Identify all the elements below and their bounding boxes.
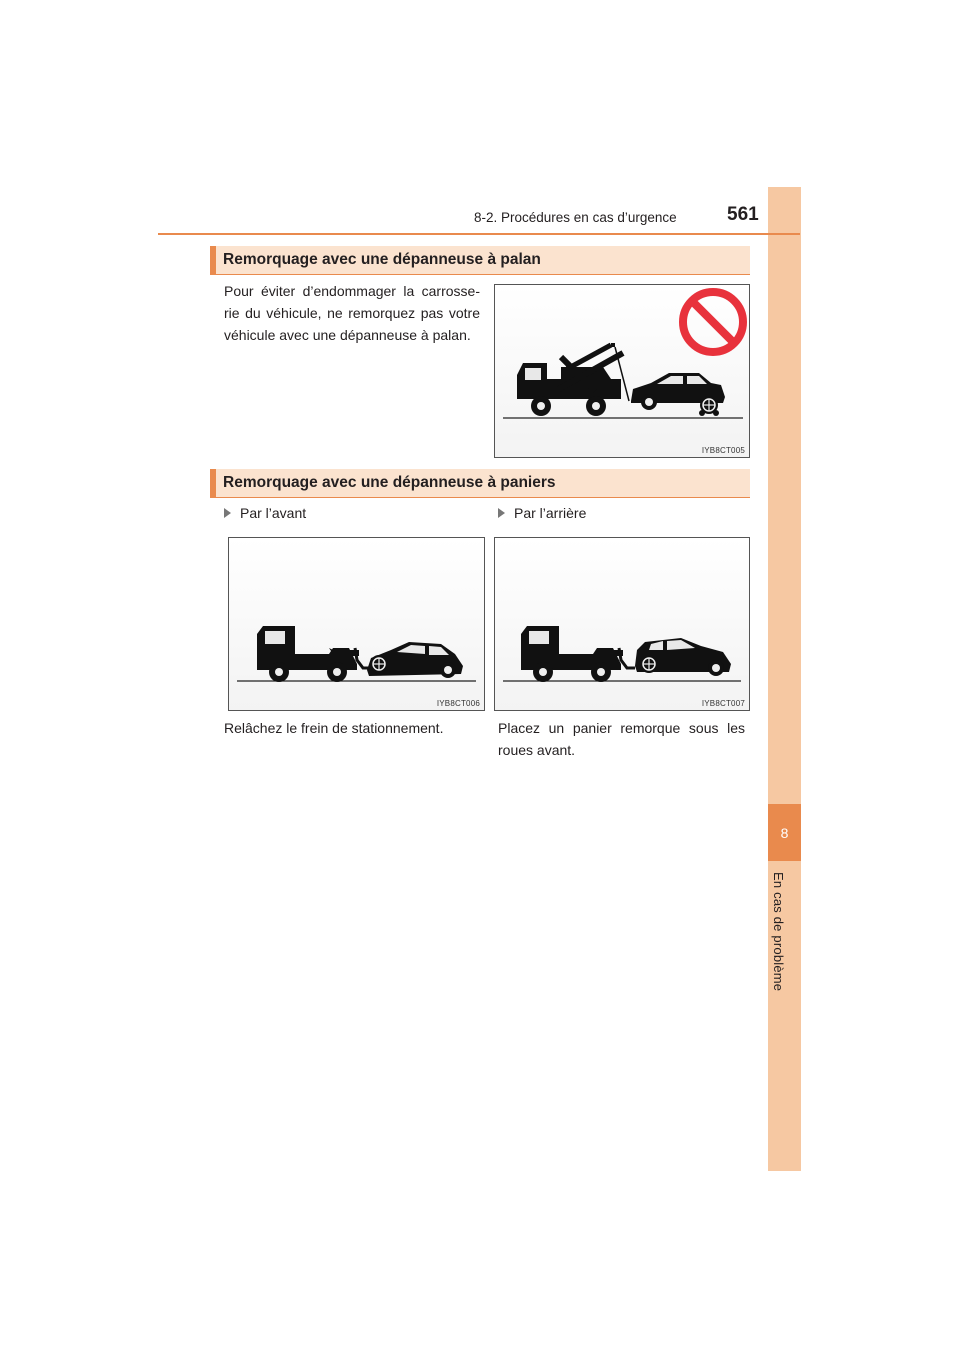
front-wheel-lift-drawing	[229, 538, 484, 710]
hoist-tow-truck-illustration	[494, 284, 750, 458]
figure-code: IYB8CT006	[436, 699, 480, 708]
section-title: Remorquage avec une dépanneuse à paniers	[223, 474, 556, 491]
hoist-warning-text: Pour éviter d’endommager la carrosse-rie du véhicule, ne remorquez pas votre véhicule avec une dépanneuse à palan.	[224, 283, 480, 343]
bullet-triangle-icon	[498, 508, 505, 518]
front-wheel-lift-illustration	[228, 537, 485, 711]
bullet-triangle-icon	[224, 508, 231, 518]
section-heading-hoist	[210, 246, 750, 275]
running-header: 8-2. Procédures en cas d’urgence	[474, 210, 677, 225]
chapter-label: En cas de problème	[771, 872, 786, 992]
chapter-number: 8	[768, 804, 801, 861]
front-caption: Relâchez le frein de stationnement.	[224, 720, 444, 736]
heading-accent	[210, 246, 216, 274]
heading-accent	[210, 469, 216, 497]
figure-code: IYB8CT005	[701, 446, 745, 455]
figure-code: IYB8CT007	[701, 699, 745, 708]
chapter-side-tab	[768, 187, 801, 1171]
subheading-front	[224, 505, 306, 521]
section-title: Remorquage avec une dépanneuse à palan	[223, 251, 541, 268]
rear-wheel-lift-illustration	[494, 537, 750, 711]
subheading-text: Par l’arrière	[514, 505, 587, 521]
page-number: 561	[727, 204, 759, 225]
hoist-tow-truck-drawing	[495, 285, 749, 457]
rear-wheel-lift-drawing	[495, 538, 749, 710]
section-heading-wheel-lift	[210, 469, 750, 498]
subheading-text: Par l’avant	[240, 505, 307, 521]
rear-caption: Placez un panier remorque sous les roues avant.	[498, 720, 745, 758]
header-divider	[158, 233, 800, 235]
subheading-rear	[498, 505, 586, 521]
